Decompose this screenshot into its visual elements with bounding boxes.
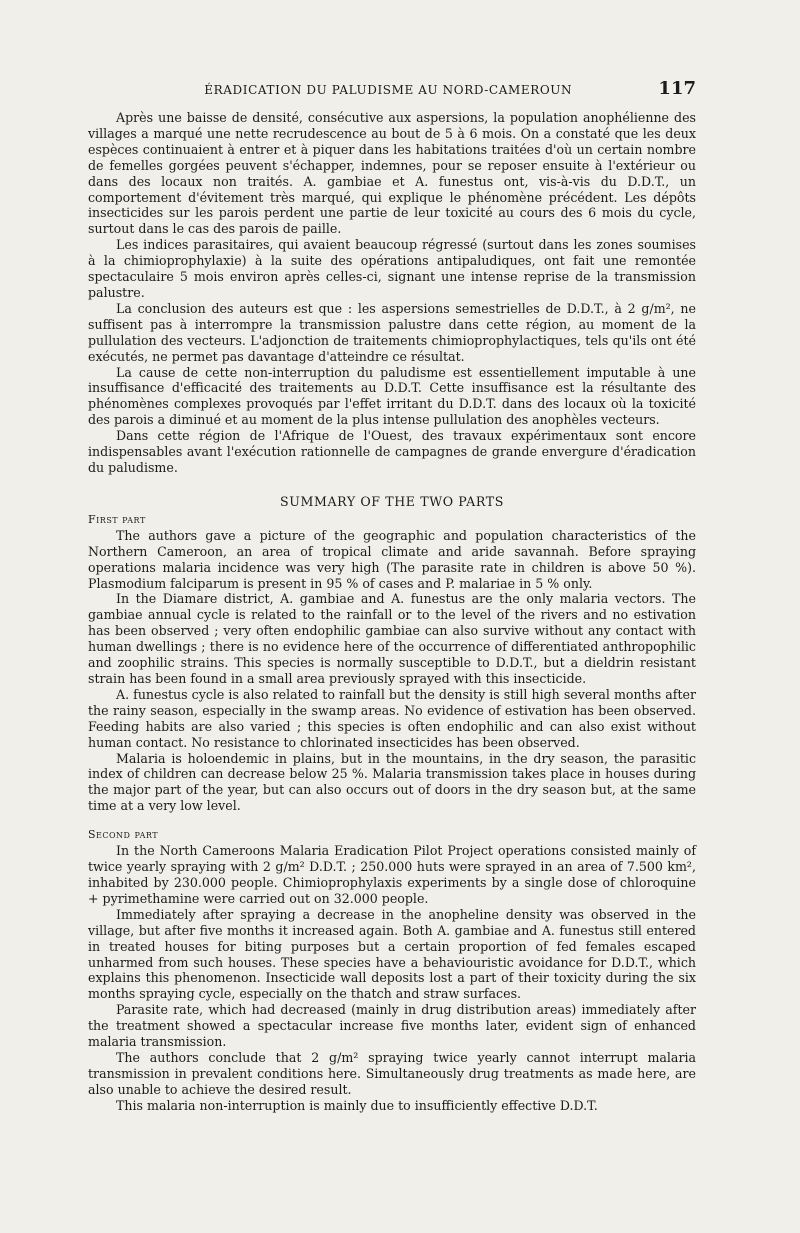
paragraph: Malaria is holoendemic in plains, but in the mountains, in the dry season, the parasitic index of children can decrease below 25 %. Malaria transmission takes place in houses during the major part of the year, but can also occurs out of doors in the dry season but, at the same time at a very low level. <box>88 750 696 814</box>
running-title: ÉRADICATION DU PALUDISME AU NORD-CAMEROUN <box>204 83 573 97</box>
page-number: 117 <box>658 78 696 99</box>
paragraph: Après une baisse de densité, consécutive aux aspersions, la population anophélienne des villages a marqué une nette recrudescence au bout de 5 à 6 mois. On a constaté que les deux espèces continuaient à entrer et à piquer dans les habitations traitées d'où un certain nombre de femelles gorgées peuvent s'échapper, indemnes, pour se reposer ensuite à l'extérieur ou dans des locaux non traités. A. gambiae et A. funestus ont, vis-à-vis du D.D.T., un comportement d'évitement très marqué, qui explique le phénomène précédent. Les dépôts insecticides sur les parois perdent une partie de leur toxicité au cours des 6 mois du cycle, surtout dans le cas des parois de paille. <box>88 110 696 237</box>
paragraph: The authors conclude that 2 g/m² spraying twice yearly cannot interrupt malaria transmission in prevalent conditions here. Simultaneously drug treatments as made here, are also unable to achieve the desired result. <box>88 1049 696 1097</box>
paragraph: This malaria non-interruption is mainly due to insufficiently effective D.D.T. <box>116 1097 598 1113</box>
document-page <box>88 78 696 1114</box>
second-part-section <box>88 843 696 1113</box>
paragraph: A. funestus cycle is also related to rainfall but the density is still high several months after the rainy season, especially in the swamp areas. No evidence of estivation has been observed. Feeding habits are also varied ; this species is often endophilic and can also exist without human contact. No resistance to chlorinated insecticides has been observed. <box>88 686 696 750</box>
french-section <box>88 110 696 476</box>
summary-title: SUMMARY OF THE TWO PARTS <box>280 493 504 509</box>
paragraph: In the Diamare district, A. gambiae and A. funestus are the only malaria vectors. The gambiae annual cycle is related to the rainfall or to the level of the rivers and no estivation has been observed ; very often endophilic gambiae can also survive without any contact with human dwellings ; there is no evidence here of the occurrence of differentiated anthropophilic and zoophilic strains. This species is normally susceptible to D.D.T., but a dieldrin resistant strain has been found in a small area previously sprayed with this insecticide. <box>88 591 696 686</box>
first-part-section <box>88 528 696 814</box>
paragraph: Les indices parasitaires, qui avaient beaucoup régressé (surtout dans les zones soumises à la chimioprophylaxie) à la suite des opérations antipaludiques, ont fait une remontée spectaculaire 5 mois environ après celles-ci, signant une intense reprise de la transmission palustre. <box>88 237 696 300</box>
paragraph: Dans cette région de l'Afrique de l'Ouest, des travaux expérimentaux sont encore indispensables avant l'exécution rationnelle de campagnes de grande envergure d'éradication du paludisme. <box>88 428 696 475</box>
paragraph: In the North Cameroons Malaria Eradication Pilot Project operations consisted mainly of twice yearly spraying with 2 g/m² D.D.T. ; 250.000 huts were sprayed in an area of 7.500 km², inhabited by 230.000 people. Chimioprophylaxis experiments by a single dose of chloroquine + pyrimethamine were carried out on 32.000 people. <box>88 843 696 906</box>
paragraph: Parasite rate, which had decreased (mainly in drug distribution areas) immediately after the treatment showed a spectacular increase five months later, evident sign of enhanced malaria transmission. <box>88 1002 696 1050</box>
first-part-heading: First part <box>88 512 146 526</box>
second-part-heading: Second part <box>88 828 159 842</box>
running-head <box>88 78 696 104</box>
paragraph: La conclusion des auteurs est que : les aspersions semestrielles de D.D.T., à 2 g/m², ne suffisent pas à interrompre la transmission palustre dans cette région, au moment de la pullulation des vecteurs. L'adjonction de traitements chimioprophylactiques, tels qu'ils ont été exécutés, ne permet pas davantage d'atteindre ce résultat. <box>88 300 696 364</box>
paragraph: La cause de cette non-interruption du paludisme est essentiellement imputable à une insuffisance d'efficacité des traitements au D.D.T. Cette insuffisance est la résultante des phénomènes complexes provoqués par l'effet irritant du D.D.T. dans des locaux où la toxicité des parois a diminué et au moment de la plus intense pullulation des anophèles vecteurs. <box>88 364 696 428</box>
paragraph: Immediately after spraying a decrease in the anopheline density was observed in the village, but after five months it increased again. Both A. gambiae and A. funestus still entered in treated houses for biting purposes but a certain proportion of fed females escaped unharmed from such houses. These species have a behaviouristic avoidance for D.D.T., which explains this phenomenon. Insecticide wall deposits lost a part of their toxicity during the six months spraying cycle, especially on the thatch and straw surfaces. <box>88 906 696 1002</box>
paragraph: The authors gave a picture of the geographic and population characteristics of the Northern Cameroon, an area of tropical climate and aride savannah. Before spraying operations malaria incidence was very high (The parasite rate in children is above 50 %). Plasmodium falciparum is present in 95 % of cases and P. malariae in 5 % only. <box>88 527 696 591</box>
